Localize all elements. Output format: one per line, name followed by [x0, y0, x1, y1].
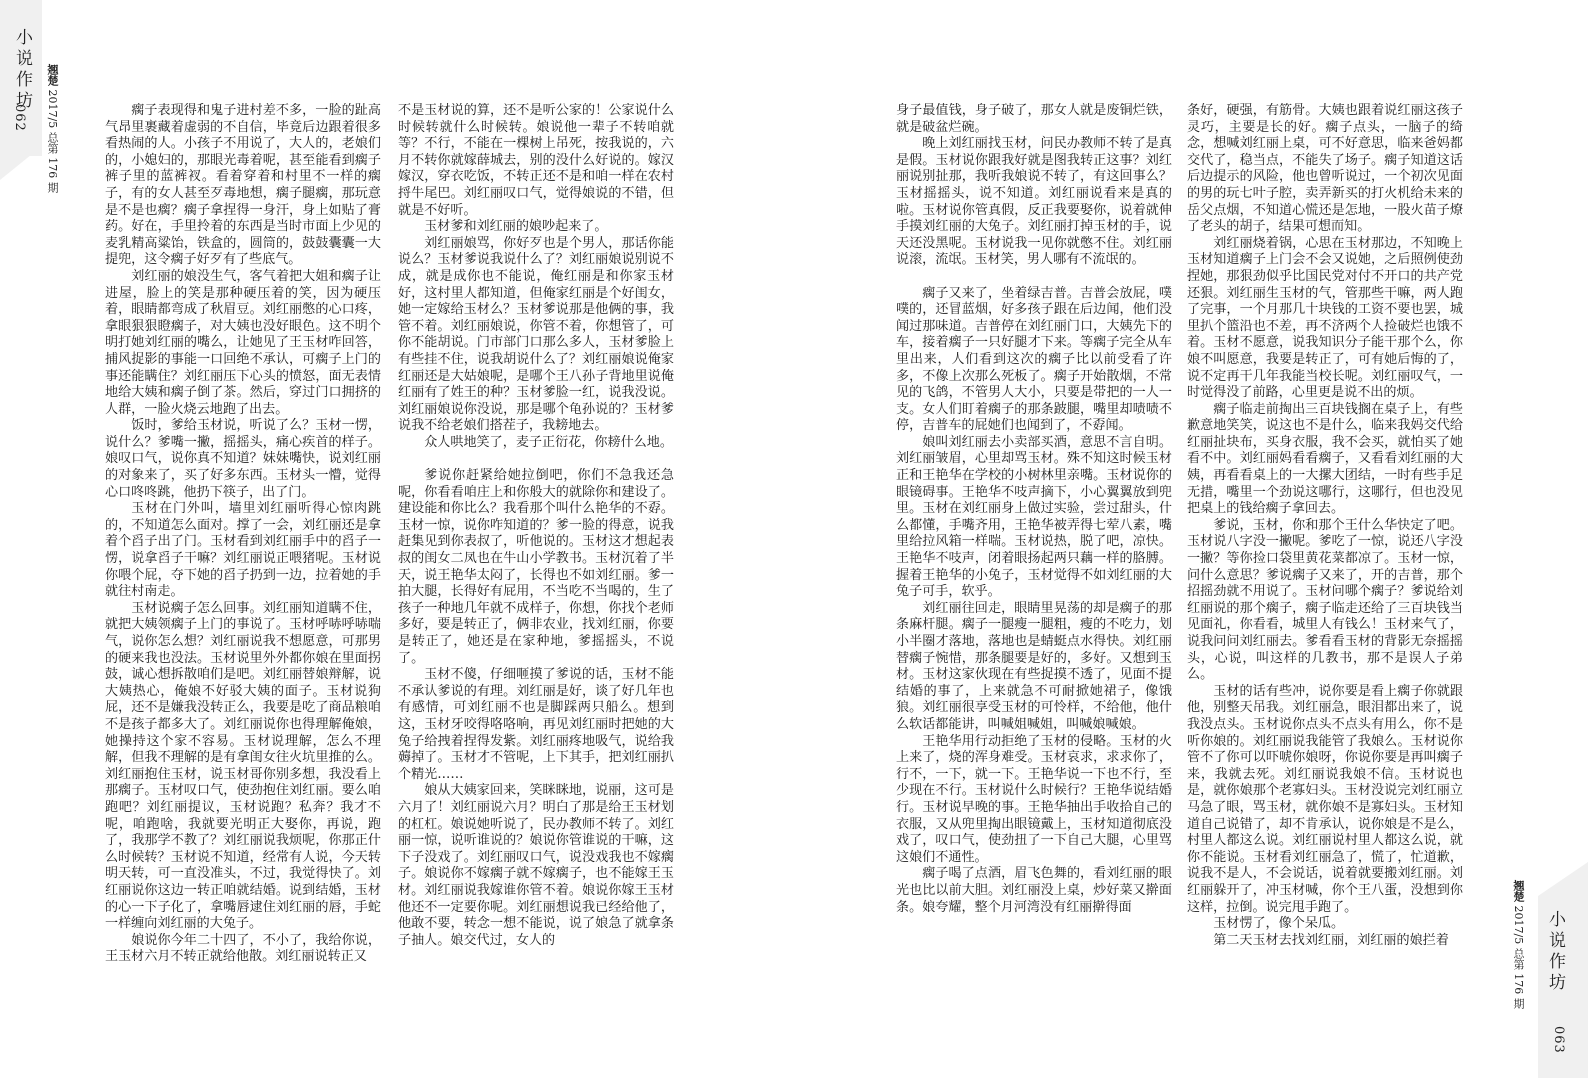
- paragraph: 刘红丽往回走，眼睛里晃荡的却是瘸子的那条麻杆腿。瘸子一腿瘦一腿粗，瘦的不吃力，划小半圈才落地，落地也是蜻蜓点水得快。刘红丽替瘸子惋惜，那条腿要是好的，多好。又想到玉材。玉材这家伙现在有些捉摸不透了，见面不提结婚的事了，上来就急不可耐掀她裙子，像饿狼。刘红丽很享受玉材的可怜样，不给他，他什么软话都能讲，叫喊姐喊姐，叫喊娘喊娘。: [896, 600, 1172, 732]
- text-column-2: [398, 103, 674, 1003]
- paragraph: 娘从大姨家回来，笑眯眯地，说丽，这可是六月了！刘红丽说六月？明白了那是给王玉材划的杠杠。娘说她听说了，民办教师不转了。刘红丽一惊，说听谁说的？娘说你管谁说的干嘛，这下子没戏了。刘红丽叹口气，说没戏我也不嫁瘸子。娘说你不嫁瘸子就不嫁瘸子，也不能嫁王玉材。刘红丽说我嫁谁你管不着。娘说你嫁王玉材他还不一定要你呢。刘红丽想说我已经给他了，他敢不要，转念一想不能说，说了娘急了就拿条子抽人。娘交代过，女人的: [398, 783, 674, 948]
- paragraph: 娘叫刘红丽去小卖部买酒，意思不言自明。刘红丽皱眉，心里却骂玉材。殊不知这时候玉材正和王艳华在学校的小树林里亲嘴。玉材说你的眼镜碍事。王艳华不吱声摘下，小心翼翼放到兜里。玉材在刘红丽身上做过实验，尝过甜头，什么都懂，手嘴齐用，王艳华被弄得七荤八素，嘴里给拉风箱一样喘。玉材说热，脱了吧，凉快。王艳华不吱声，闭着眼扬起两只藕一样的胳膊。握着王艳华的小兔子，玉材觉得不如刘红丽的大兔子可手，软乎。: [896, 434, 1172, 600]
- paragraph: [398, 451, 674, 468]
- paragraph: 晚上刘红丽找玉材，问民办教师不转了是真是假。玉材说你跟我好就是图我转正这事？刘红丽说别扯那，我听我娘说不转了，有这回事么？玉材摇摇头，说不知道。刘红丽说看来是真的啦。玉材说你管真假，反正我要娶你，说着就伸手摸刘红丽的大兔子。刘红丽打掉玉材的手，说天还没黑呢。玉材说我一见你就憋不住。刘红丽说滚，流氓。玉材笑，男人哪有不流氓的。: [896, 136, 1172, 268]
- paragraph: 刘红丽娘骂，你好歹也是个男人，那话你能说么？玉材爹说我说什么了？刘红丽娘说别说不成，就是成你也不能说，俺红丽是和你家玉材好，这村里人都知道，但俺家红丽是个好闺女，她一定嫁给玉材么？玉材爹说那是他俩的事，我管不着。刘红丽娘说，你管不着，你想管了，可你不能胡说。门市部门口那么多人，玉材爹脸上有些挂不住，说我胡说什么了？刘红丽娘说俺家红丽还是大姑娘呢，是哪个王八孙子背地里说俺红丽有了姓王的种？玉材爹脸一红，说我没说。刘红丽娘说你没说，那是哪个龟孙说的？玉材爹说我不给老娘们搭茬子，我耪地去。: [398, 235, 674, 434]
- magazine-name-left: 小说作坊: [12, 28, 32, 112]
- paragraph: 玉材说瘸子怎么回事。刘红丽知道瞒不住，就把大姨领瘸子上门的事说了。玉材呼哧呼哧喘气，说你怎么想？刘红丽说我不想愿意，可那男的硬来我也没法。玉材说里外外都你娘在里面拐鼓，诚心想拆散咱们是吧。刘红丽替娘辩解，说大姨热心，俺娘不好驳大姨的面子。玉材说狗屁，还不是嫌我没转正么，我要是吃了商品粮咱不是孩子都多大了。刘红丽说你也得理解俺娘，她操持这个家不容易。玉材说理解，怎么不理解，但我不理解的是有拿闺女往火坑里推的么。刘红丽抱住玉材，说玉材哥你别多想，我没看上那瘸子。玉材叹口气，使劲抱住刘红丽。要么咱跑吧？刘红丽提议，玉材说跑？私奔？我才不呢，咱跑啥，我就要光明正大娶你，再说，跑了，我那学不教了？刘红丽说我烦呢，你那正什么时候转？玉材说不知道，经常有人说，今天转明天转，可一直没准头，不过，我觉得快了。刘红丽说你这边一转正咱就结婚。说到结婚，玉材的心一下子化了，拿嘴唇逮住刘红丽的唇，手蛇一样缠向刘红丽的大兔子。: [105, 600, 381, 932]
- page-number-right: 063: [1551, 1026, 1566, 1054]
- issue-total-left: 总第 176 期: [46, 131, 59, 193]
- issue-total-right: 总第 176 期: [1512, 947, 1525, 1009]
- paragraph: 饭时，爹给玉材说，听说了么？玉材一愣，说什么？爹嘴一撇，摇摇头，痛心疾首的样子。娘叹口气，说你真不知道？妹妹嘴快，说刘红丽的对象来了，买了好多东西。玉材头一懵，觉得心口咚咚跳，他扔下筷子，出了门。: [105, 418, 381, 500]
- paragraph: 爹说你赶紧给她拉倒吧，你们不急我还急呢，你看看咱庄上和你般大的就除你和建设了。建设能和你比么？我看那个叫什么艳华的不孬。玉材一惊，说你咋知道的？爹一脸的得意，说我赶集见到你表叔了，听他说的。玉材这才想起表叔的闺女二凤也在牛山小学教书。玉材沉着了半天，说王艳华太闷了，长得也不如刘红丽。爹一拍大腿，长得好有屁用，不当吃不当喝的，生了孩子一种地几年就不成样子，你想，你找个老师多好，要是转正了，俩非农业，找刘红丽，你要是转正了，她还是在家种地，爹摇摇头，不说了。: [398, 468, 674, 666]
- text-column-3: [896, 103, 1172, 1003]
- paragraph: 瘸子表现得和鬼子进村差不多，一脸的趾高气昂里裹藏着虚弱的不自信，毕竟后边跟着很多看热闹的人。小孩子不用说了，大人的，老娘们的，小媳妇的，那眼光毒着呢，甚至能看到瘸子裤子里的蓝裤衩。看着穿着和村里不一样的瘸子，有的女人甚至歹毒地想，瘸子腿瘸，那玩意是不是也瘸？瘸子拿捏得一身汗，身上如贴了膏药。好在，手里拎着的东西是当时市面上少见的麦乳精高粱饴，铁盒的，圆筒的，鼓鼓囊囊一大提兜，这令瘸子好歹有了些底气。: [105, 103, 381, 268]
- paragraph: 爹说，玉材，你和那个王什么华快定了吧。玉材说八字没一撇呢。爹吃了一惊，说还八字没一撇？等你捡口袋里黄花菜都凉了。玉材一惊，问什么意思？爹说瘸子又来了，开的吉普，那个招摇劲就不用说了。玉材问哪个瘸子？爹说给刘红丽说的那个瘸子，瘸子临走还给了三百块钱当见面礼，你看看，城里人有钱么！玉材来气了，说我问问刘红丽去。爹看看玉材的背影无奈摇摇头，心说，叫这样的几教书，那不是误人子弟么。: [1187, 517, 1463, 683]
- paragraph: 刘红丽的娘没生气，客气着把大姐和瘸子让进屋，脸上的笑是那种硬压着的笑，因为硬压着，眼睛都弯成了秋眉豆。刘红丽憋的心口疼，拿眼狠狠瞪瘸子，对大姨也没好眼色。这不明个明打她刘红丽的嘴么，让她见了王玉材咋回答，捕风捉影的事能一口回绝不承认，可瘸子上门的事还能瞒住？刘红丽压下心头的愤怒，面无表情地给大姨和瘸子倒了茶。然后，穿过门口拥挤的人群，一脸火烧云地跑了出去。: [105, 268, 381, 417]
- paragraph: 刘红丽烧着锅，心思在玉材那边，不知晚上玉材知道瘸子上门会不会又说她，之后照例使劲捏她，那狠劲似乎比国民党对付不开口的共产党还狠。刘红丽生玉材的气，管那些干嘛，两人跑了完事，一个月那几十块钱的工资不要也罢，城里扒个篮沿也不差，再不济两个人捡破烂也饿不着。玉材不愿意，说我知识分子能干那个么，你娘不叫愿意，我要是转正了，可有她后悔的了，说不定再干几年我能当校长呢。刘红丽叹气，一时觉得没了前路，心里更是说不出的烦。: [1187, 235, 1463, 401]
- page-number-left: 062: [12, 104, 27, 132]
- right-page: [794, 0, 1588, 1078]
- paragraph: 玉材愣了，像个呆瓜。: [1213, 916, 1345, 932]
- paragraph: 身子最值钱，身子破了，那女人就是废铜烂铁，就是破盆烂碗。: [896, 103, 1172, 135]
- paragraph: [896, 269, 1172, 286]
- issue-date-left: 2017/5: [46, 89, 59, 129]
- left-side-tab-corner: [0, 146, 42, 180]
- issue-info-left: [44, 64, 60, 193]
- paragraph: 王艳华用行动拒绝了玉材的侵略。玉材的火上来了，烧的浑身难受。玉材哀求，求求你了，行不，一下，就一下。王艳华说一下也不行，至少现在不行。玉材说什么时候行？王艳华说结婚行。玉材说早晚的事。王艳华抽出手收拾自己的衣服，又从兜里掏出眼镜戴上，玉材知道彻底没戏了，叹口气，使劲扭了一下自己大腿，心里骂这娘们不通性。: [896, 733, 1172, 865]
- issue-brand-left: 翘楚: [46, 64, 59, 86]
- paragraph: 瘸子喝了点酒，眉飞色舞的，看刘红丽的眼光也比以前大胆。刘红丽没上桌，炒好菜又擀面条。娘夸耀，整个月河湾没有红丽擀得面: [896, 866, 1172, 915]
- paragraph: 玉材不傻，仔细咂摸了爹说的话，玉材不能不承认爹说的有理。刘红丽是好，谈了好几年也有感情，可刘红丽不也是脚踩两只船么。想到这，玉材牙咬得咯咯响，再见刘红丽时把她的大兔子给拽着捏得发紫。刘红丽疼地吸气，说给我薅掉了。玉材才不管呢，上下其手，把刘红丽扒个精光……: [398, 667, 674, 782]
- text-column-1: [105, 103, 381, 1003]
- issue-date-right: 2017/5: [1512, 905, 1525, 945]
- text-column-4: [1187, 103, 1463, 1003]
- paragraph: 众人哄地笑了，麦子正衍花，你耪什么地。: [424, 434, 673, 450]
- issue-info-right: [1510, 880, 1526, 1009]
- paragraph: 玉材在门外叫，墙里刘红丽听得心惊肉跳的，不知道怎么面对。撑了一会，刘红丽还是拿着个舀子出了门。玉材看到刘红丽手中的舀子一愣，说拿舀子干嘛？刘红丽说正喂猪呢。玉材说你喂个屁，夺下她的舀子扔到一边，拉着她的手就往村南走。: [105, 501, 381, 600]
- issue-brand-right: 翘楚: [1512, 880, 1525, 902]
- paragraph: 瘸子临走前掏出三百块钱搁在桌子上，有些歉意地笑笑，说这也不是什么，临来我妈交代给红丽扯块布，买身衣服，我不会买，就怕买了她看不中。刘红丽妈看看瘸子，又看看刘红丽的大姨，再看看桌上的一大摞大团结，一时有些手足无措，嘴里一个劲说这哪行，这哪行，但也没见把桌上的钱给瘸子拿回去。: [1187, 401, 1463, 517]
- paragraph: 玉材爹和刘红丽的娘吵起来了。: [424, 219, 608, 235]
- magazine-name-right: 小说作坊: [1545, 910, 1565, 994]
- paragraph: 条好，硬强，有筋骨。大姨也跟着说红丽这孩子灵巧，主要是长的好。瘸子点头，一脑子的绮念，想喊刘红丽上桌，可不好意思，临来爸妈都交代了，稳当点，不能失了场子。瘸子知道这话后边提示的风险，他也曾听说过，一个初次见面的男的玩七叶子腔，卖弄新买的打火机给未来的岳父点烟，不知道心慌还是怎地，一股火苗子燎了老头的胡子，结果可想而知。: [1187, 103, 1463, 235]
- paragraph: 瘸子又来了，坐着绿吉普。吉普会放屁，噗噗的，还冒蓝烟，好多孩子跟在后边闻，他们没闻过那味道。吉普停在刘红丽门口，大姨先下的车，接着瘸子一只好腿才下来。等瘸子完全从车里出来，人们看到这次的瘸子比以前受看了许多，不像上次那么死板了。瘸子开始散烟，不常见的飞鸽，不管男人大小，只要是带把的一人一支。女人们盯着瘸子的那条跛腿，嘴里却啧啧不停，吉普车的屁她们也闻到了，不孬闻。: [896, 285, 1172, 434]
- paragraph: 娘说你今年二十四了，不小了，我给你说，王玉材六月不转正就给他散。刘红丽说转正又: [105, 932, 381, 965]
- right-side-tab-corner: [1538, 862, 1588, 896]
- paragraph: 玉材的话有些冲，说你要是看上瘸子你就跟他，别整天吊我。刘红丽急，眼泪都出来了，说我没点头。玉材说你点头不点头有用么，你不是听你娘的。刘红丽说我能管了我娘么。玉材说你管不了你可以吓唬你娘呀，你说你要是再叫瘸子来，我就去死。刘红丽说我娘不信。玉材说也是，就你娘那个老寡妇头。玉材没说完刘红丽立马急了眼，骂玉材，就你娘不是寡妇头。玉材知道自己说错了，却不肯承认，说你娘是不是么，村里人都这么说。刘红丽说村里人都这么说，就你不能说。玉材看刘红丽急了，慌了，忙道歉，说我不是人，不会说话，说着就要搬刘红丽。刘红丽躲开了，冲玉材喊，你个王八蛋，没想到你这样，拉倒。说完甩手跑了。: [1187, 683, 1463, 915]
- paragraph: 第二天玉材去找刘红丽，刘红丽的娘拦着: [1213, 932, 1449, 948]
- paragraph: 不是玉材说的算，还不是听公家的！公家说什么时候转就什么时候转。娘说他一辈子不转咱就等？不行，不能在一棵树上吊死，按我说的，六月不转你就嫁薛城去，别的没什么好说的。嫁汉嫁汉，穿衣吃饭，不转正还不是和咱一样在农村捋牛尾巴。刘红丽叹口气，觉得娘说的不错，但就是不好听。: [398, 103, 674, 218]
